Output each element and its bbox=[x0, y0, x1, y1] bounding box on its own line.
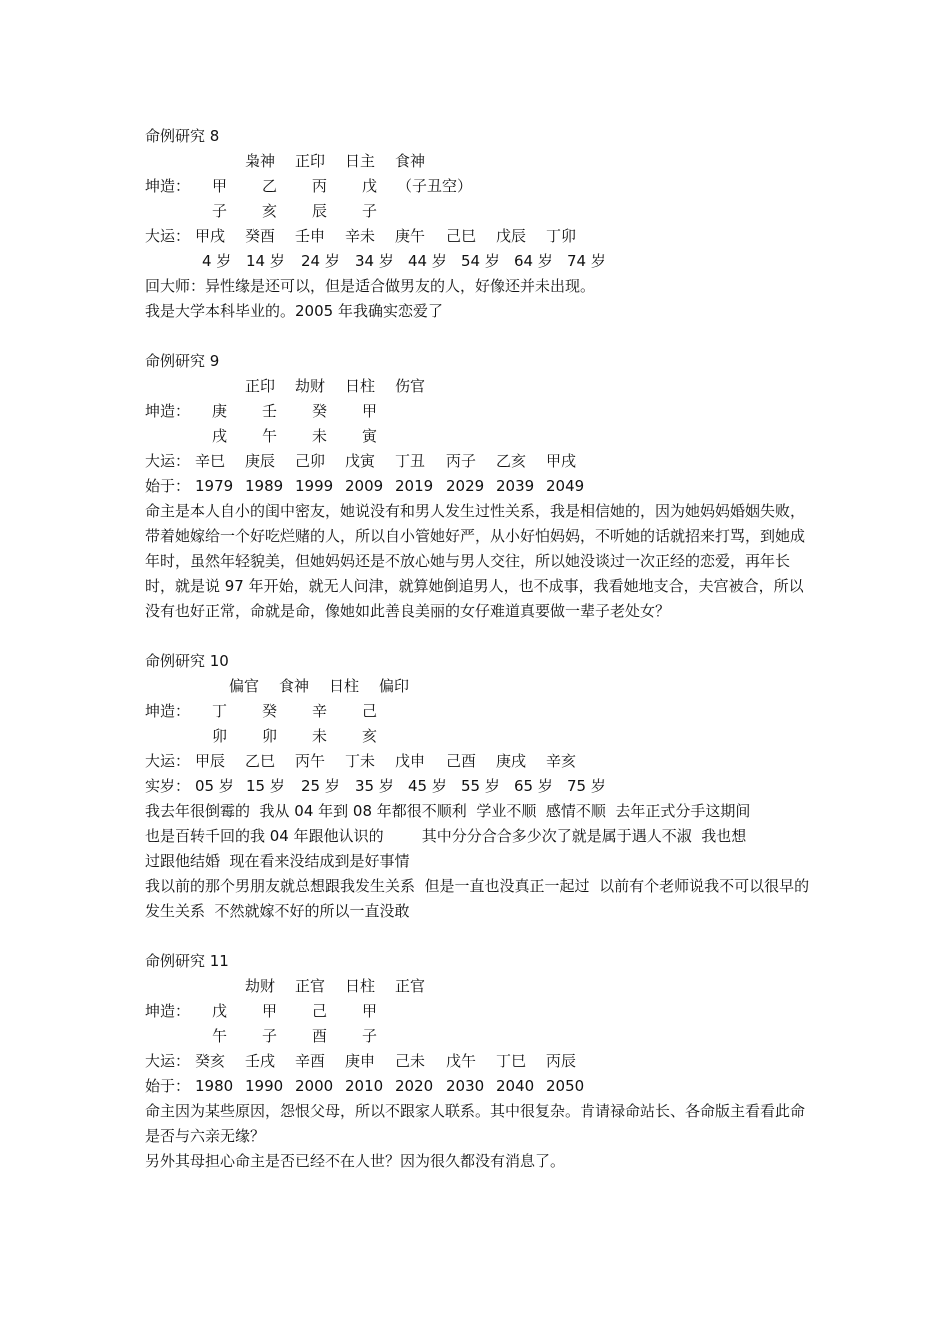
start-label: 始于： bbox=[145, 1077, 191, 1095]
dayun-age: 55 岁 bbox=[461, 777, 500, 795]
dayun-label: 大运： bbox=[145, 1052, 191, 1070]
case-9-branches-row bbox=[145, 424, 825, 449]
dayun-age: 45 岁 bbox=[408, 777, 447, 795]
dayun-age: 4 岁 bbox=[202, 252, 232, 270]
dayun-age: 25 岁 bbox=[301, 777, 340, 795]
kong-note: （子丑空） bbox=[397, 177, 473, 195]
start-label: 始于： bbox=[145, 477, 191, 495]
shishen-label: 日主 bbox=[345, 152, 376, 170]
dayun-pillar: 癸亥 bbox=[195, 1052, 226, 1070]
dayun-pillar: 壬申 bbox=[295, 227, 326, 245]
heavenly-stem: 壬 bbox=[262, 402, 278, 420]
dayun-pillar: 己酉 bbox=[446, 752, 477, 770]
dayun-age: 34 岁 bbox=[355, 252, 394, 270]
earthly-branch: 子 bbox=[212, 202, 228, 220]
case-9-stems-row bbox=[145, 399, 825, 424]
heavenly-stem: 甲 bbox=[262, 1002, 278, 1020]
dayun-pillar: 庚辰 bbox=[245, 452, 276, 470]
dayun-pillar: 丁未 bbox=[345, 752, 376, 770]
dayun-pillar: 乙巳 bbox=[245, 752, 276, 770]
shishen-label: 食神 bbox=[279, 677, 310, 695]
case-11-stems-row bbox=[145, 999, 825, 1024]
case-9-years-row bbox=[145, 474, 825, 499]
dayun-pillar: 戊申 bbox=[395, 752, 426, 770]
case-8-ages-row bbox=[145, 249, 825, 274]
dayun-year: 2000 bbox=[295, 1077, 334, 1095]
dayun-pillar: 丙辰 bbox=[546, 1052, 577, 1070]
dayun-pillar: 丙子 bbox=[446, 452, 477, 470]
case-8-title: 命例研究 8 bbox=[145, 127, 220, 145]
heavenly-stem: 甲 bbox=[362, 402, 378, 420]
heavenly-stem: 辛 bbox=[312, 702, 328, 720]
heavenly-stem: 戊 bbox=[362, 177, 378, 195]
case-8-text-2: 我是大学本科毕业的。2005 年我确实恋爱了 bbox=[145, 302, 443, 320]
dayun-year: 1989 bbox=[245, 477, 284, 495]
dayun-year: 1999 bbox=[295, 477, 334, 495]
shishen-label: 劫财 bbox=[245, 977, 276, 995]
dayun-pillar: 甲辰 bbox=[195, 752, 226, 770]
case-8-branches-row bbox=[145, 199, 825, 224]
earthly-branch: 子 bbox=[262, 1027, 278, 1045]
shishen-label: 枭神 bbox=[245, 152, 276, 170]
dayun-pillar: 戊辰 bbox=[496, 227, 527, 245]
shishen-label: 正官 bbox=[395, 977, 426, 995]
dayun-year: 1979 bbox=[195, 477, 234, 495]
heavenly-stem: 己 bbox=[312, 1002, 328, 1020]
case-9-dayun-row bbox=[145, 449, 825, 474]
case-8-dayun-row bbox=[145, 224, 825, 249]
dayun-pillar: 乙亥 bbox=[496, 452, 527, 470]
dayun-age: 65 岁 bbox=[514, 777, 553, 795]
kun-zao-label: 坤造： bbox=[145, 177, 191, 195]
shishen-label: 劫财 bbox=[295, 377, 326, 395]
earthly-branch: 寅 bbox=[362, 427, 378, 445]
dayun-pillar: 辛亥 bbox=[546, 752, 577, 770]
dayun-age: 35 岁 bbox=[355, 777, 394, 795]
case-9-paragraph: 命主是本人自小的闺中密友，她说没有和男人发生过性关系，我是相信她的，因为她妈妈婚姻失败，带着她嫁给一个好吃烂赌的人，所以自小管她好严，从小好怕妈妈，不听她的话就招来打骂，到她成年时，虽然年轻貌美，但她妈妈还是不放心她与男人交往，所以她没谈过一次正经的恋爱，再年长时，就是说 97 年开始，就无人问津，就算她倒追男人，也不成事，我看她地支合，夫宫被合，所以没有也好正常，命就是命，像她如此善良美丽的女仔难道真要做一辈子老处女？ bbox=[145, 502, 806, 620]
dayun-age: 24 岁 bbox=[301, 252, 340, 270]
dayun-year: 2009 bbox=[345, 477, 384, 495]
dayun-pillar: 辛巳 bbox=[195, 452, 226, 470]
case-10-text-line-3: 过跟他结婚 现在看来没结成到是好事情 bbox=[145, 852, 410, 870]
earthly-branch: 子 bbox=[362, 1027, 378, 1045]
case-10-paragraph-2: 我以前的那个男朋友就总想跟我发生关系 但是一直也没真正一起过 以前有个老师说我不可以很早的发生关系 不然就嫁不好的所以一直没敢 bbox=[145, 877, 810, 920]
dayun-age: 05 岁 bbox=[195, 777, 234, 795]
case-10-stems-row bbox=[145, 699, 825, 724]
dayun-pillar: 己巳 bbox=[446, 227, 477, 245]
dayun-age: 54 岁 bbox=[461, 252, 500, 270]
earthly-branch: 辰 bbox=[312, 202, 328, 220]
case-11-shishen-row bbox=[145, 974, 825, 999]
earthly-branch: 戌 bbox=[212, 427, 228, 445]
case-10-title: 命例研究 10 bbox=[145, 652, 229, 670]
dayun-age: 75 岁 bbox=[567, 777, 606, 795]
shishen-label: 偏印 bbox=[379, 677, 410, 695]
dayun-pillar: 丁巳 bbox=[496, 1052, 527, 1070]
dayun-pillar: 甲戌 bbox=[195, 227, 226, 245]
earthly-branch: 卯 bbox=[262, 727, 278, 745]
shishen-label: 日柱 bbox=[345, 977, 376, 995]
heavenly-stem: 丙 bbox=[312, 177, 328, 195]
case-10-text-line-1: 我去年很倒霉的 我从 04 年到 08 年都很不顺利 学业不顺 感情不顺 去年正式分手这期间 bbox=[145, 802, 751, 820]
case-9-title: 命例研究 9 bbox=[145, 352, 220, 370]
case-11-paragraph: 命主因为某些原因，怨恨父母，所以不跟家人联系。其中很复杂。肯请禄命站长、各命版主看看此命是否与六亲无缘？ bbox=[145, 1102, 806, 1145]
dayun-year: 2049 bbox=[546, 477, 585, 495]
dayun-age: 14 岁 bbox=[246, 252, 285, 270]
heavenly-stem: 戊 bbox=[212, 1002, 228, 1020]
heavenly-stem: 丁 bbox=[212, 702, 228, 720]
heavenly-stem: 甲 bbox=[212, 177, 228, 195]
dayun-pillar: 丙午 bbox=[295, 752, 326, 770]
shishen-label: 日柱 bbox=[329, 677, 360, 695]
heavenly-stem: 乙 bbox=[262, 177, 278, 195]
case-11-dayun-row bbox=[145, 1049, 825, 1074]
dayun-year: 2019 bbox=[395, 477, 434, 495]
heavenly-stem: 己 bbox=[362, 702, 378, 720]
shishen-label: 偏官 bbox=[229, 677, 260, 695]
earthly-branch: 未 bbox=[312, 427, 328, 445]
kun-zao-label: 坤造： bbox=[145, 702, 191, 720]
case-8-stems-row bbox=[145, 174, 825, 199]
kun-zao-label: 坤造： bbox=[145, 1002, 191, 1020]
dayun-year: 2029 bbox=[446, 477, 485, 495]
case-8-text-1: 回大师：异性缘是还可以，但是适合做男友的人，好像还并未出现。 bbox=[145, 277, 596, 295]
dayun-pillar: 癸酉 bbox=[245, 227, 276, 245]
dayun-age: 74 岁 bbox=[567, 252, 606, 270]
earthly-branch: 卯 bbox=[212, 727, 228, 745]
shishen-label: 伤官 bbox=[395, 377, 426, 395]
dayun-pillar: 戊寅 bbox=[345, 452, 376, 470]
dayun-year: 2030 bbox=[446, 1077, 485, 1095]
dayun-year: 2050 bbox=[546, 1077, 585, 1095]
heavenly-stem: 甲 bbox=[362, 1002, 378, 1020]
earthly-branch: 酉 bbox=[312, 1027, 328, 1045]
shishen-label: 日柱 bbox=[345, 377, 376, 395]
earthly-branch: 亥 bbox=[262, 202, 278, 220]
dayun-age: 64 岁 bbox=[514, 252, 553, 270]
earthly-branch: 午 bbox=[262, 427, 278, 445]
shishen-label: 正印 bbox=[295, 152, 326, 170]
earthly-branch: 未 bbox=[312, 727, 328, 745]
earthly-branch: 午 bbox=[212, 1027, 228, 1045]
case-9-shishen-row bbox=[145, 374, 825, 399]
dayun-pillar: 庚午 bbox=[395, 227, 426, 245]
dayun-year: 2040 bbox=[496, 1077, 535, 1095]
dayun-age: 44 岁 bbox=[408, 252, 447, 270]
case-8-shishen-row bbox=[145, 149, 825, 174]
dayun-year: 2010 bbox=[345, 1077, 384, 1095]
case-11-title: 命例研究 11 bbox=[145, 952, 229, 970]
case-11-text-2: 另外其母担心命主是否已经不在人世？因为很久都没有消息了。 bbox=[145, 1152, 566, 1170]
earthly-branch: 亥 bbox=[362, 727, 378, 745]
dayun-pillar: 庚申 bbox=[345, 1052, 376, 1070]
dayun-year: 1980 bbox=[195, 1077, 234, 1095]
dayun-label: 大运： bbox=[145, 452, 191, 470]
dayun-pillar: 甲戌 bbox=[546, 452, 577, 470]
dayun-age: 15 岁 bbox=[246, 777, 285, 795]
case-10-text-line-2: 也是百转千回的我 04 年跟他认识的 其中分分合合多少次了就是属于遇人不淑 我也想 bbox=[145, 827, 747, 845]
case-10-ages-row bbox=[145, 774, 825, 799]
case-11-branches-row bbox=[145, 1024, 825, 1049]
shishen-label: 正印 bbox=[245, 377, 276, 395]
dayun-pillar: 辛酉 bbox=[295, 1052, 326, 1070]
dayun-pillar: 丁丑 bbox=[395, 452, 426, 470]
earthly-branch: 子 bbox=[362, 202, 378, 220]
dayun-year: 2020 bbox=[395, 1077, 434, 1095]
dayun-pillar: 戊午 bbox=[446, 1052, 477, 1070]
heavenly-stem: 庚 bbox=[212, 402, 228, 420]
dayun-pillar: 己卯 bbox=[295, 452, 326, 470]
dayun-pillar: 辛未 bbox=[345, 227, 376, 245]
dayun-pillar: 庚戌 bbox=[496, 752, 527, 770]
dayun-year: 2039 bbox=[496, 477, 535, 495]
kun-zao-label: 坤造： bbox=[145, 402, 191, 420]
dayun-pillar: 丁卯 bbox=[546, 227, 577, 245]
case-10-branches-row bbox=[145, 724, 825, 749]
shishen-label: 正官 bbox=[295, 977, 326, 995]
dayun-label: 大运： bbox=[145, 227, 191, 245]
dayun-year: 1990 bbox=[245, 1077, 284, 1095]
shishen-label: 食神 bbox=[395, 152, 426, 170]
heavenly-stem: 癸 bbox=[312, 402, 328, 420]
dayun-label: 大运： bbox=[145, 752, 191, 770]
dayun-pillar: 己未 bbox=[395, 1052, 426, 1070]
document-page bbox=[145, 124, 825, 1174]
case-10-shishen-row bbox=[145, 674, 825, 699]
age-label: 实岁： bbox=[145, 777, 191, 795]
case-10-dayun-row bbox=[145, 749, 825, 774]
dayun-pillar: 壬戌 bbox=[245, 1052, 276, 1070]
case-11-years-row bbox=[145, 1074, 825, 1099]
heavenly-stem: 癸 bbox=[262, 702, 278, 720]
